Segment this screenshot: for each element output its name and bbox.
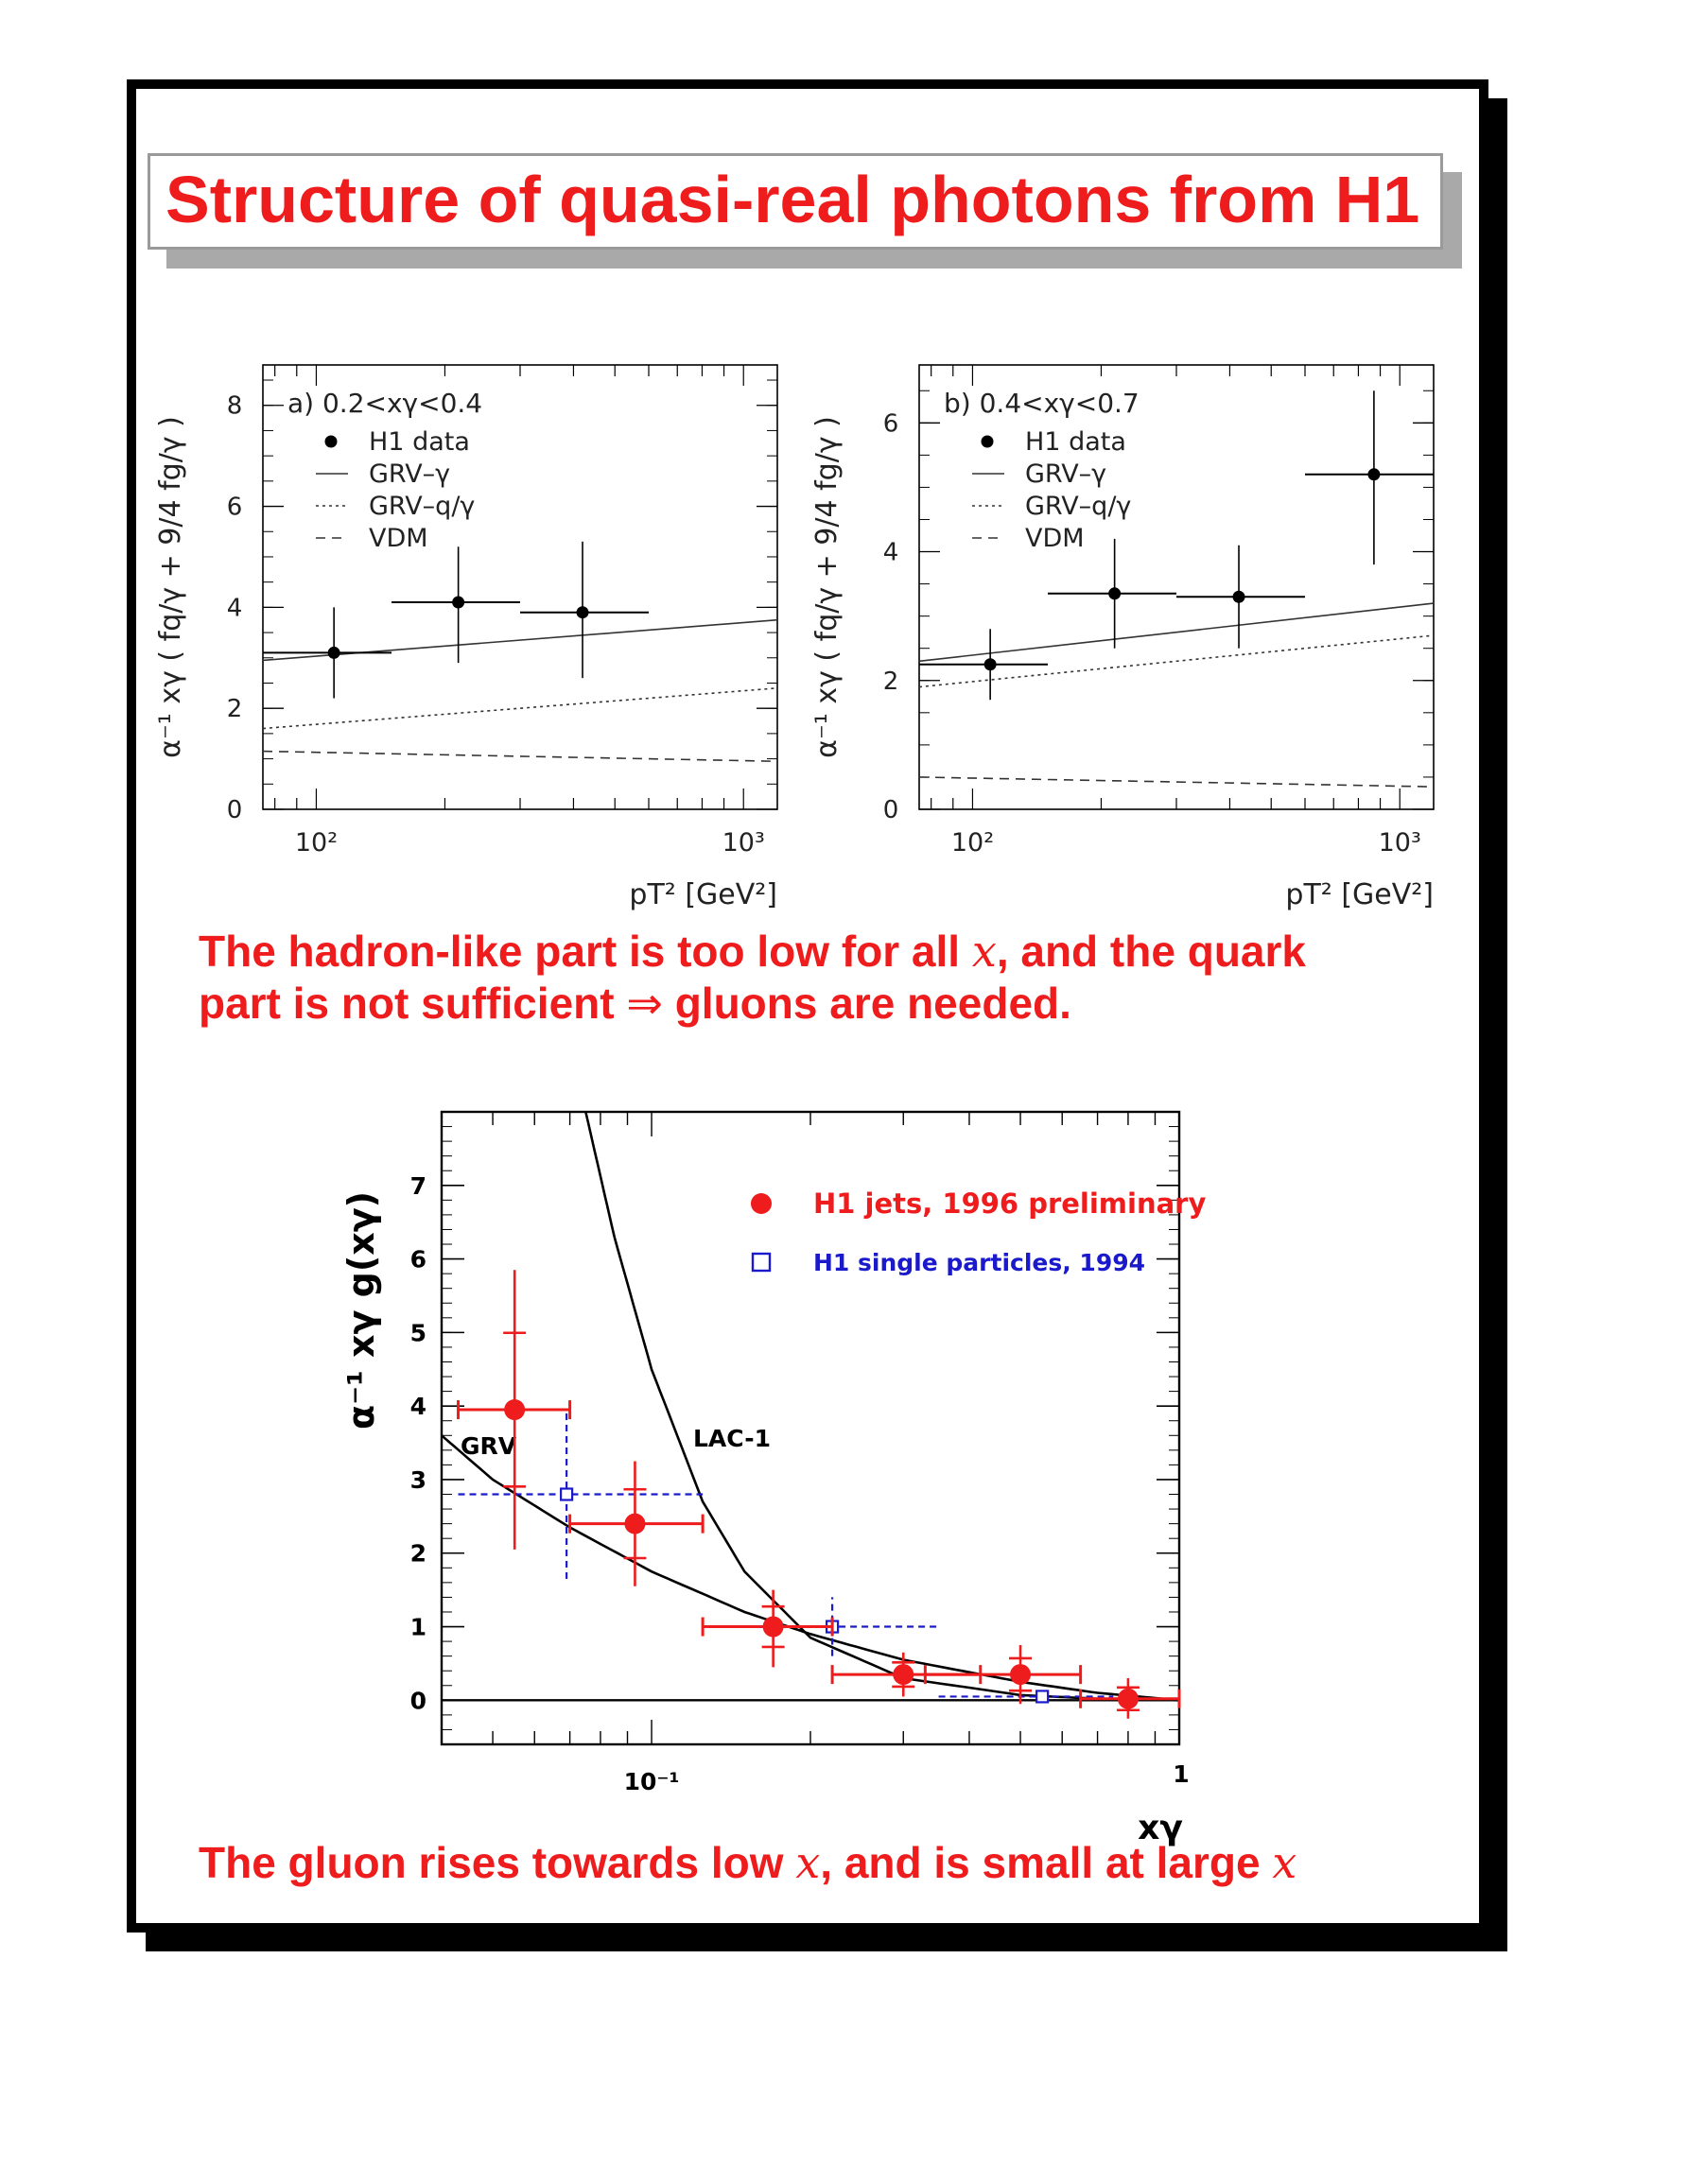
panel-label: b) 0.4<xγ<0.7 [944,388,1140,419]
y-tick-label: 4 [409,1393,426,1421]
y-axis-label: α⁻¹ xγ ( fq/γ + 9/4 fg/γ ) [154,416,187,758]
panel-a [154,365,777,911]
data-point [1367,468,1380,480]
y-tick-label: 3 [409,1465,426,1494]
y-tick-label: 6 [882,409,899,439]
caption-hadron-line2 [199,977,1071,1030]
legend-label: VDM [369,524,428,553]
x-tick-label: 10³ [722,828,765,858]
jets-point [1010,1664,1031,1685]
panel-frame [919,365,1434,809]
caption2-text-b: , and is small at large [820,1838,1273,1887]
caption2-math-x1: x [795,1837,821,1888]
legend-label: GRV–γ [369,459,451,489]
panel-label: a) 0.2<xγ<0.4 [287,388,483,419]
y-tick-label: 7 [409,1171,426,1200]
grv-q-curve [263,688,777,729]
legend-label-jets: H1 jets, 1996 preliminary [813,1187,1207,1220]
y-tick-label: 1 [409,1613,426,1641]
x-tick-label: 10² [294,828,339,858]
x-axis-label: xγ [1138,1809,1183,1847]
caption1-text-d: gluons are needed. [662,979,1071,1028]
x-tick-label: 1 [1173,1760,1190,1788]
jets-point [763,1617,784,1638]
caption1-text-c: part is not sufficient [199,979,627,1028]
legend-marker-dot [982,436,994,448]
legend-label: GRV–q/γ [1025,492,1132,521]
y-tick-label: 4 [226,594,243,623]
vdm-curve [919,777,1434,787]
y-axis-label: α⁻¹ xγ ( fq/γ + 9/4 fg/γ ) [810,416,844,758]
y-tick-label: 6 [226,493,243,522]
data-point [984,658,997,670]
y-tick-label: 4 [882,538,899,567]
data-point [577,606,589,618]
caption-gluon [199,1836,1296,1889]
panel-frame [263,365,777,809]
slide-title: Structure of quasi-real photons from H1 [165,163,1420,236]
caption1-math-x: x [971,926,997,977]
data-point [1108,587,1121,599]
caption1-text-b: , and the quark [996,927,1306,976]
caption1-text-a: The hadron-like part is too low for all [199,927,972,976]
y-tick-label: 2 [409,1539,426,1568]
single-point [1036,1690,1048,1702]
y-tick-label: 0 [882,796,899,824]
caption2-math-x2: x [1272,1837,1297,1888]
legend-label: VDM [1025,524,1085,553]
caption-hadron-line1 [199,925,1306,978]
y-tick-label: 5 [409,1319,426,1347]
grv-q-curve [919,635,1434,686]
grv-curve-label: GRV [461,1432,517,1460]
legend-label: H1 data [369,427,470,457]
legend-label: H1 data [1025,427,1126,457]
data-point [328,647,340,659]
jets-point [893,1664,914,1685]
legend-label: GRV–q/γ [369,492,476,521]
grv-curve [919,603,1434,661]
jets-point [624,1514,645,1534]
jets-point [1118,1689,1139,1709]
x-tick-label: 10² [950,828,995,858]
y-tick-label: 2 [882,667,899,696]
panel-gluon [340,1112,1206,1847]
legend-marker-single [753,1254,770,1271]
x-tick-label: 10³ [1378,828,1421,858]
y-tick-label: 2 [226,695,243,724]
panel-b [810,365,1434,911]
lac1-curve-label: LAC-1 [693,1425,771,1452]
grv-curve [263,620,777,661]
legend-marker-jets [751,1193,772,1214]
single-point [561,1489,572,1500]
x-axis-label: pT² [GeV²] [629,878,777,911]
legend-label-single: H1 single particles, 1994 [813,1249,1146,1276]
implies-arrow: ⇒ [626,978,663,1029]
x-tick-label: 10⁻¹ [623,1768,680,1795]
y-tick-label: 6 [409,1245,426,1274]
y-tick-label: 8 [226,391,243,421]
data-point [1233,591,1245,603]
vdm-curve [263,752,777,762]
x-axis-label: pT² [GeV²] [1285,878,1434,911]
y-tick-label: 0 [409,1687,426,1715]
legend-label: GRV–γ [1025,459,1107,489]
y-axis-label: α⁻¹ xγ g(xγ) [340,1191,382,1430]
data-point [452,597,464,609]
legend-marker-dot [325,436,338,448]
y-tick-label: 0 [226,796,243,824]
caption2-text-a: The gluon rises towards low [199,1838,796,1887]
jets-point [504,1399,525,1420]
grv-curve [442,1435,1179,1700]
